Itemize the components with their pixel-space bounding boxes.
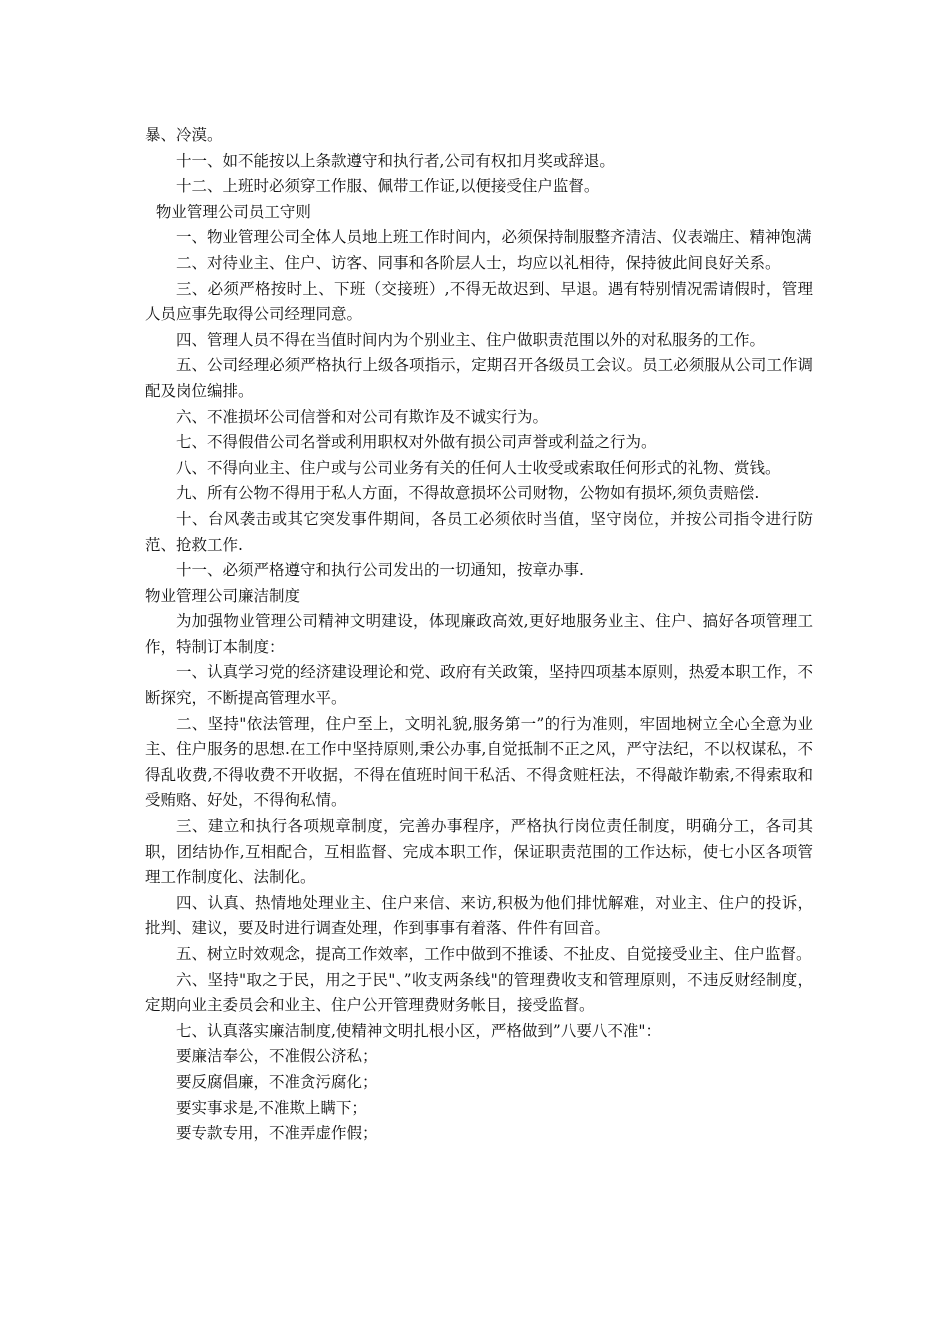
rule-item: 十一、必须严格遵守和执行公司发出的一切通知，按章办事. bbox=[176, 561, 584, 580]
rule-item: 五、树立时效观念，提高工作效率，工作中做到不推诿、不扯皮、自觉接受业主、住户监督。 bbox=[176, 945, 812, 963]
rule-item: 四、管理人员不得在当值时间内为个别业主、住户做职责范围以外的对私服务的工作。 bbox=[176, 330, 766, 349]
rule-item: 十、台风袭击或其它突发事件期间，各员工必须依时当值，坚守岗位，并按公司指令进行防范、抢救工作. bbox=[145, 509, 813, 554]
principle-line: 要专款专用，不准弄虚作假； bbox=[176, 1124, 378, 1143]
rule-item: 三、必须严格按时上、下班（交接班）,不得无故迟到、早退。遇有特别情况需请假时，管理人员应事先取得公司经理同意。 bbox=[145, 279, 813, 324]
rule-item: 一、物业管理公司全体人员地上班工作时间内，必须保持制服整齐清洁、仪表端庄、精神饱满 bbox=[176, 228, 812, 247]
rule-item: 六、不准损坏公司信誉和对公司有欺诈及不诚实行为。 bbox=[176, 407, 549, 426]
rule-item: 七、认真落实廉洁制度,使精神文明扎根小区，严格做到”八要八不准"： bbox=[176, 1021, 661, 1040]
rule-item: 四、认真、热情地处理业主、住户来信、来访,积极为他们排忧解难，对业主、住户的投诉，批判、建议，要及时进行调查处理，作到事事有着落、件件有回音。 bbox=[145, 893, 813, 938]
rule-item: 十一、如不能按以上条款遵守和执行者,公司有权扣月奖或辞退。 bbox=[176, 151, 615, 170]
section-heading-integrity-system: 物业管理公司廉洁制度 bbox=[145, 586, 301, 605]
rule-item: 二、坚持"依法管理，住户至上，文明礼貌,服务第一”的行为准则，牢固地树立全心全意为业主、住户服务的思想.在工作中坚持原则,秉公办事,自觉抵制不正之风，严守法纪，不以权谋私，不得乱收费,不得收费不开收据，不得在值班时间干私活、不得贪赃枉法，不得敲诈勒索,不得索取和受贿赂、好处，不得徇私情。 bbox=[145, 714, 813, 810]
rule-item: 三、建立和执行各项规章制度，完善办事程序，严格执行岗位责任制度，明确分工，各司其职，团结协作,互相配合，互相监督、完成本职工作，保证职责范围的工作达标，使七小区各项管理工作制度化、法制化。 bbox=[145, 817, 813, 887]
rule-item: 六、坚持"取之于民，用之于民"、”收支两条线"的管理费收支和管理原则，不违反财经制度，定期向业主委员会和业主、住户公开管理费财务帐目，接受监督。 bbox=[145, 970, 813, 1015]
principle-line: 要反腐倡廉，不准贪污腐化； bbox=[176, 1072, 378, 1091]
rule-item: 一、认真学习党的经济建设理论和党、政府有关政策，坚持四项基本原则，热爱本职工作，不断探究，不断提高管理水平。 bbox=[145, 663, 813, 708]
rule-item: 八、不得向业主、住户或与公司业务有关的任何人士收受或索取任何形式的礼物、赏钱。 bbox=[176, 458, 781, 477]
rule-item: 九、所有公物不得用于私人方面，不得故意损坏公司财物，公物如有损坏,须负责赔偿. bbox=[176, 484, 760, 503]
rule-item: 七、不得假借公司名誉或利用职权对外做有损公司声誉或利益之行为。 bbox=[176, 433, 657, 452]
principle-line: 要廉洁奉公，不准假公济私； bbox=[176, 1047, 378, 1066]
rule-item: 二、对待业主、住户、访客、同事和各阶层人士，均应以礼相待，保持彼此间良好关系。 bbox=[176, 253, 781, 272]
principle-line: 要实事求是,不准欺上瞒下； bbox=[176, 1098, 367, 1117]
intro-paragraph: 为加强物业管理公司精神文明建设，体现廉政高效,更好地服务业主、住户、搞好各项管理工作，特制订本制度： bbox=[145, 612, 813, 656]
section-heading-staff-rules: 物业管理公司员工守则 bbox=[155, 202, 311, 221]
rule-item: 十二、上班时必须穿工作服、佩带工作证,以便接受住户监督。 bbox=[176, 177, 600, 196]
document-body bbox=[145, 123, 813, 1147]
rule-item: 五、公司经理必须严格执行上级各项指示，定期召开各级员工会议。员工必须服从公司工作调配及岗位编排。 bbox=[145, 356, 813, 400]
paragraph-continuation: 暴、冷漠。 bbox=[145, 126, 223, 144]
